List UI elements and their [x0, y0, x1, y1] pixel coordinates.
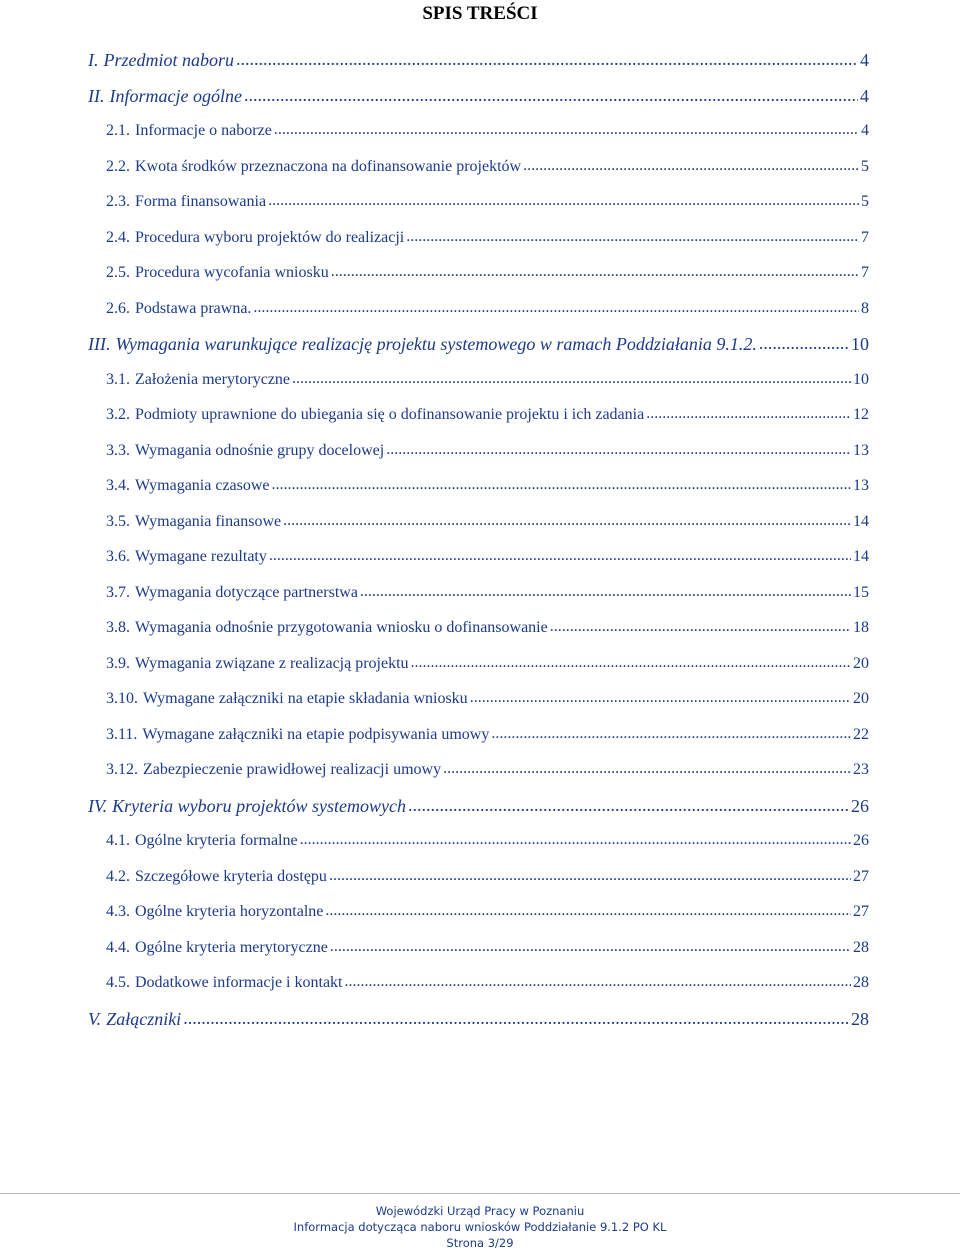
toc-entry[interactable] — [106, 901, 869, 923]
toc-entry-title: Zabezpieczenie prawidłowej realizacji umowy — [143, 761, 442, 778]
toc-entry-page: 4 — [860, 85, 869, 106]
toc-entry[interactable] — [106, 475, 869, 497]
toc-entry-number: 3.10. — [106, 690, 138, 707]
toc-entry-number: 2.4. — [106, 228, 130, 246]
toc-entry-number: I. — [88, 50, 99, 70]
toc-entry-page: 7 — [861, 228, 869, 246]
toc-dot-leader — [331, 261, 859, 283]
toc-entry-page: 20 — [853, 690, 869, 707]
toc-entry-page: 5 — [861, 157, 869, 175]
toc-title: SPIS TREŚCI — [422, 3, 538, 24]
toc-entry-number: 4.2. — [106, 867, 130, 885]
toc-dot-leader — [411, 652, 851, 674]
toc-entry-title: Procedura wyboru projektów do realizacji — [135, 228, 405, 246]
toc-entry[interactable] — [106, 724, 869, 746]
toc-entry-number: III. — [88, 334, 111, 354]
toc-dot-leader — [406, 226, 859, 248]
toc-dot-leader — [360, 581, 851, 603]
toc-entry-number: 4.1. — [106, 832, 130, 849]
toc-entry-title: Informacje o naborze — [135, 122, 272, 139]
toc-entry[interactable] — [106, 511, 869, 533]
footer-institution: Wojewódzki Urząd Pracy w Poznaniu — [375, 1204, 585, 1218]
toc-entry-page: 26 — [851, 795, 869, 816]
toc-entry-number: IV. — [88, 795, 108, 816]
toc-dot-leader — [244, 84, 858, 106]
toc-entry-title: Wymagania finansowe — [135, 512, 282, 530]
toc-entry-page: 28 — [851, 1008, 869, 1029]
toc-entry-title: Ogólne kryteria horyzontalne — [135, 903, 324, 920]
toc-dot-leader — [272, 474, 851, 496]
toc-entry[interactable] — [106, 546, 869, 568]
toc-entry-number: 3.1. — [106, 370, 130, 388]
toc-entry-title: Ogólne kryteria merytoryczne — [135, 938, 328, 956]
toc-entry-page: 13 — [853, 477, 869, 494]
toc-entry-number: 2.2. — [106, 157, 130, 175]
toc-entry-title: Założenia merytoryczne — [135, 370, 291, 388]
toc-entry-page: 28 — [853, 974, 869, 991]
toc-entry-number: 3.12. — [106, 761, 138, 778]
toc-dot-leader — [253, 297, 859, 319]
toc-dot-leader — [274, 119, 859, 141]
toc-entry-title: Podstawa prawna. — [135, 299, 252, 317]
toc-entry-title: Wymagane załączniki na etapie podpisywania umowy — [142, 725, 490, 743]
toc-entry-number: 3.9. — [106, 654, 130, 672]
toc-dot-leader — [268, 190, 859, 212]
footer-divider — [0, 1193, 960, 1194]
toc-entry-title: Załączniki — [106, 1008, 182, 1029]
toc-dot-leader — [300, 829, 851, 851]
toc-entry-page: 18 — [853, 619, 869, 636]
toc-entry-page: 4 — [860, 50, 869, 70]
toc-entry[interactable] — [106, 298, 869, 320]
toc-entry-page: 15 — [853, 583, 869, 601]
toc-entry-page: 8 — [861, 299, 869, 317]
toc-entry[interactable] — [106, 262, 869, 284]
toc-dot-leader — [523, 155, 859, 177]
toc-dot-leader — [283, 510, 851, 532]
toc-entry-page: 27 — [853, 867, 869, 885]
toc-entry[interactable] — [106, 830, 869, 852]
toc-entry-number: 3.2. — [106, 406, 130, 423]
toc-entry-title: Podmioty uprawnione do ubiegania się o dofinansowanie projektu i ich zadania — [135, 406, 645, 423]
toc-entry-title: Forma finansowania — [135, 193, 267, 210]
toc-entry-number: 4.3. — [106, 903, 130, 920]
toc-entry[interactable] — [106, 688, 869, 710]
toc-dot-leader — [330, 936, 851, 958]
toc-entry-title: Wymagania dotyczące partnerstwa — [135, 583, 358, 601]
toc-entry-title: Kwota środków przeznaczona na dofinansowanie projektów — [135, 157, 522, 175]
toc-entry[interactable] — [106, 227, 869, 249]
toc-dot-leader — [329, 865, 851, 887]
toc-entry-title: Dodatkowe informacje i kontakt — [135, 974, 343, 991]
toc-entry-page: 20 — [853, 654, 869, 672]
toc-dot-leader — [183, 1007, 849, 1029]
toc-entry-number: V. — [88, 1008, 102, 1029]
toc-entry-number: 3.7. — [106, 583, 130, 601]
toc-dot-leader — [408, 794, 849, 816]
toc-entry-title: Wymagania warunkujące realizację projektu systemowego w ramach Poddziałania 9.1.2. — [115, 334, 757, 354]
toc-entry-page: 12 — [853, 406, 869, 423]
toc-entry-title: Informacje ogólne — [109, 85, 242, 106]
toc-entry-title: Kryteria wyboru projektów systemowych — [112, 795, 406, 816]
toc-dot-leader — [292, 368, 851, 390]
toc-entry[interactable] — [106, 404, 869, 426]
toc-entry[interactable] — [106, 156, 869, 178]
toc-entry[interactable] — [106, 191, 869, 213]
toc-entry-page: 23 — [853, 761, 869, 778]
toc-entry-title: Procedura wycofania wniosku — [135, 264, 329, 281]
toc-entry-page: 14 — [853, 512, 869, 530]
toc-entry[interactable] — [106, 440, 869, 462]
toc-entry[interactable] — [88, 1008, 869, 1030]
page-footer — [0, 1203, 960, 1251]
toc-entry-number: 3.8. — [106, 619, 130, 636]
toc-entry[interactable] — [88, 333, 869, 355]
toc-entry-number: II. — [88, 85, 105, 106]
toc-entry-title: Wymagania czasowe — [135, 477, 270, 494]
toc-entry-number: 2.1. — [106, 122, 130, 139]
toc-entry-page: 4 — [861, 122, 869, 139]
toc-entry-page: 7 — [861, 264, 869, 281]
toc-dot-leader — [269, 545, 851, 567]
toc-entry-number: 3.3. — [106, 441, 130, 459]
toc-entry-number: 3.11. — [106, 725, 138, 743]
toc-dot-leader — [443, 758, 851, 780]
toc-entry[interactable] — [106, 972, 869, 994]
toc-dot-leader — [236, 48, 858, 70]
toc-entry[interactable] — [88, 49, 869, 71]
toc-entry-page: 26 — [853, 832, 869, 849]
toc-dot-leader — [470, 687, 851, 709]
toc-entry[interactable] — [106, 937, 869, 959]
toc-entry-title: Przedmiot naboru — [103, 50, 234, 70]
toc-entry-page: 10 — [853, 370, 869, 388]
toc-entry-title: Wymagane rezultaty — [135, 548, 267, 565]
toc-dot-leader — [386, 439, 851, 461]
toc-entry[interactable] — [88, 795, 869, 817]
toc-dot-leader — [550, 616, 851, 638]
toc-entry[interactable] — [88, 85, 869, 107]
toc-entry-title: Ogólne kryteria formalne — [135, 832, 298, 849]
toc-dot-leader — [759, 332, 849, 354]
toc-entry-number: 3.4. — [106, 477, 130, 494]
toc-entry-number: 4.5. — [106, 974, 130, 991]
toc-entry-title: Wymagane załączniki na etapie składania wniosku — [143, 690, 468, 707]
toc-entry-number: 3.6. — [106, 548, 130, 565]
toc-entry-title: Wymagania odnośnie przygotowania wniosku o dofinansowanie — [135, 619, 548, 636]
toc-entry[interactable] — [106, 866, 869, 888]
footer-document-info: Informacja dotycząca naboru wniosków Poddziałanie 9.1.2 PO KL — [293, 1220, 667, 1234]
toc-entry-page: 28 — [853, 938, 869, 956]
toc-entry-number: 2.6. — [106, 299, 130, 317]
toc-entry-page: 14 — [853, 548, 869, 565]
toc-entry-number: 3.5. — [106, 512, 130, 530]
toc-entry-title: Wymagania związane z realizacją projektu — [135, 654, 409, 672]
toc-dot-leader — [345, 971, 852, 993]
toc-dot-leader — [491, 723, 851, 745]
toc-entry-page: 10 — [851, 334, 869, 354]
toc-dot-leader — [646, 403, 851, 425]
toc-entry-number: 2.3. — [106, 193, 130, 210]
toc-entry-number: 2.5. — [106, 264, 130, 281]
toc-dot-leader — [325, 900, 851, 922]
toc-entry[interactable] — [106, 582, 869, 604]
toc-entry-title: Szczegółowe kryteria dostępu — [135, 867, 327, 885]
toc-entry[interactable] — [106, 759, 869, 781]
toc-entry-page: 22 — [853, 725, 869, 743]
toc-entry-number: 4.4. — [106, 938, 130, 956]
toc-entry[interactable] — [106, 369, 869, 391]
toc-entry-title: Wymagania odnośnie grupy docelowej — [135, 441, 385, 459]
toc-entry-page: 27 — [853, 903, 869, 920]
footer-page-number: Strona 3/29 — [446, 1236, 514, 1250]
toc-entry[interactable] — [106, 120, 869, 142]
toc-entry-page: 5 — [861, 193, 869, 210]
toc-entry[interactable] — [106, 617, 869, 639]
toc-entry[interactable] — [106, 653, 869, 675]
toc-entry-page: 13 — [853, 441, 869, 459]
